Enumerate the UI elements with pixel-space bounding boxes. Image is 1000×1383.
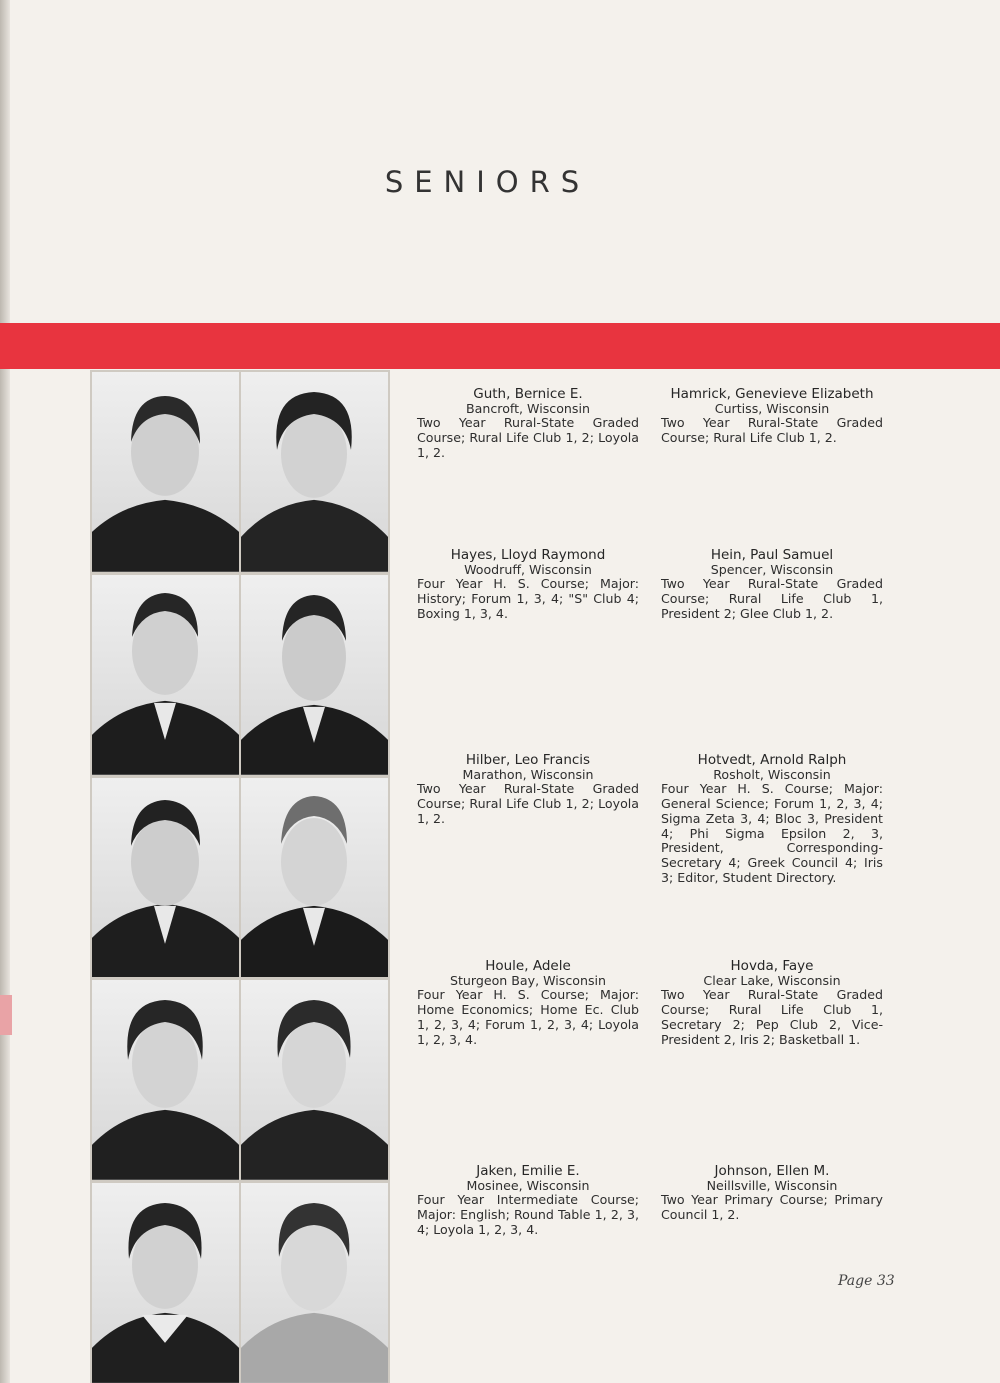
senior-activities: Four Year Intermediate Course; Major: English; Round Table 1, 2, 3, 4; Loyola 1, 2, 3, 4. (417, 1192, 639, 1237)
portrait-hotvedt (241, 778, 388, 978)
senior-entry-hein (661, 548, 883, 622)
senior-name: Hilber, Leo Francis (465, 752, 591, 768)
portrait-hilber (92, 778, 239, 978)
senior-name: Jaken, Emilie E. (476, 1163, 580, 1179)
senior-name: Hotvedt, Arnold Ralph (697, 752, 847, 768)
senior-activities: Two Year Primary Course; Primary Council 1, 2. (661, 1192, 883, 1223)
senior-name: Houle, Adele (485, 958, 571, 974)
portrait-hayes (92, 575, 239, 775)
senior-activities: Four Year H. S. Course; Major: History; Forum 1, 3, 4; "S" Club 4; Boxing 1, 3, 4. (417, 576, 639, 621)
senior-hometown: Curtiss, Wisconsin (714, 400, 830, 416)
senior-hometown: Marathon, Wisconsin (462, 766, 594, 782)
senior-entry-johnson (661, 1164, 883, 1223)
portrait-hamrick (241, 372, 388, 572)
page-title: SENIORS (384, 165, 591, 199)
senior-name: Hovda, Faye (730, 958, 814, 974)
portrait-houle (92, 980, 239, 1180)
senior-activities: Two Year Rural-State Graded Course; Rural Life Club 1, President 2; Glee Club 1, 2. (661, 576, 883, 621)
portrait-jaken (92, 1183, 239, 1383)
senior-hometown: Mosinee, Wisconsin (466, 1177, 590, 1193)
page-number: Page 33 (838, 1273, 895, 1289)
red-page-tab (0, 995, 12, 1035)
senior-entry-hayes (417, 548, 639, 622)
senior-activities: Four Year H. S. Course; Major: General Science; Forum 1, 2, 3, 4; Sigma Zeta 3, 4; Bloc 3, President 4; Phi Sigma Epsilon 2, 3, President, Corresponding-Secretary 4; Greek Council 4; Iris 3; Editor, Student Directory. (661, 781, 883, 885)
senior-entry-hotvedt (661, 753, 883, 885)
senior-name: Hamrick, Genevieve Elizabeth (670, 386, 874, 402)
senior-name: Johnson, Ellen M. (714, 1163, 830, 1179)
senior-activities: Two Year Rural-State Graded Course; Rural Life Club 1, 2. (661, 415, 883, 446)
portrait-guth (92, 372, 239, 572)
senior-name: Hein, Paul Samuel (710, 547, 834, 563)
senior-entry-guth (417, 387, 639, 461)
senior-activities: Two Year Rural-State Graded Course; Rural Life Club 1, Secretary 2; Pep Club 2, Vice-President 2, Iris 2; Basketball 1. (661, 987, 883, 1047)
senior-hometown: Woodruff, Wisconsin (464, 561, 592, 577)
portrait-johnson (241, 1183, 388, 1383)
senior-activities: Two Year Rural-State Graded Course; Rural Life Club 1, 2; Loyola 1, 2. (417, 781, 639, 826)
senior-entry-hovda (661, 959, 883, 1047)
senior-entry-hamrick (661, 387, 883, 446)
senior-hometown: Neillsville, Wisconsin (706, 1177, 838, 1193)
senior-entry-houle (417, 959, 639, 1047)
portrait-grid (90, 370, 390, 1383)
senior-activities: Four Year H. S. Course; Major: Home Economics; Home Ec. Club 1, 2, 3, 4; Forum 1, 2, 3, 4; Loyola 1, 2, 3, 4. (417, 987, 639, 1047)
senior-hometown: Spencer, Wisconsin (710, 561, 834, 577)
red-header-band (0, 323, 1000, 369)
senior-name: Hayes, Lloyd Raymond (450, 547, 606, 563)
senior-hometown: Clear Lake, Wisconsin (703, 972, 841, 988)
senior-name: Guth, Bernice E. (473, 386, 583, 402)
senior-hometown: Rosholt, Wisconsin (713, 766, 831, 782)
senior-hometown: Sturgeon Bay, Wisconsin (449, 972, 606, 988)
senior-entry-hilber (417, 753, 639, 827)
senior-hometown: Bancroft, Wisconsin (466, 400, 590, 416)
senior-entry-jaken (417, 1164, 639, 1238)
portrait-hein (241, 575, 388, 775)
senior-activities: Two Year Rural-State Graded Course; Rural Life Club 1, 2; Loyola 1, 2. (417, 415, 639, 460)
book-spine-edge (0, 0, 10, 1383)
portrait-hovda (241, 980, 388, 1180)
